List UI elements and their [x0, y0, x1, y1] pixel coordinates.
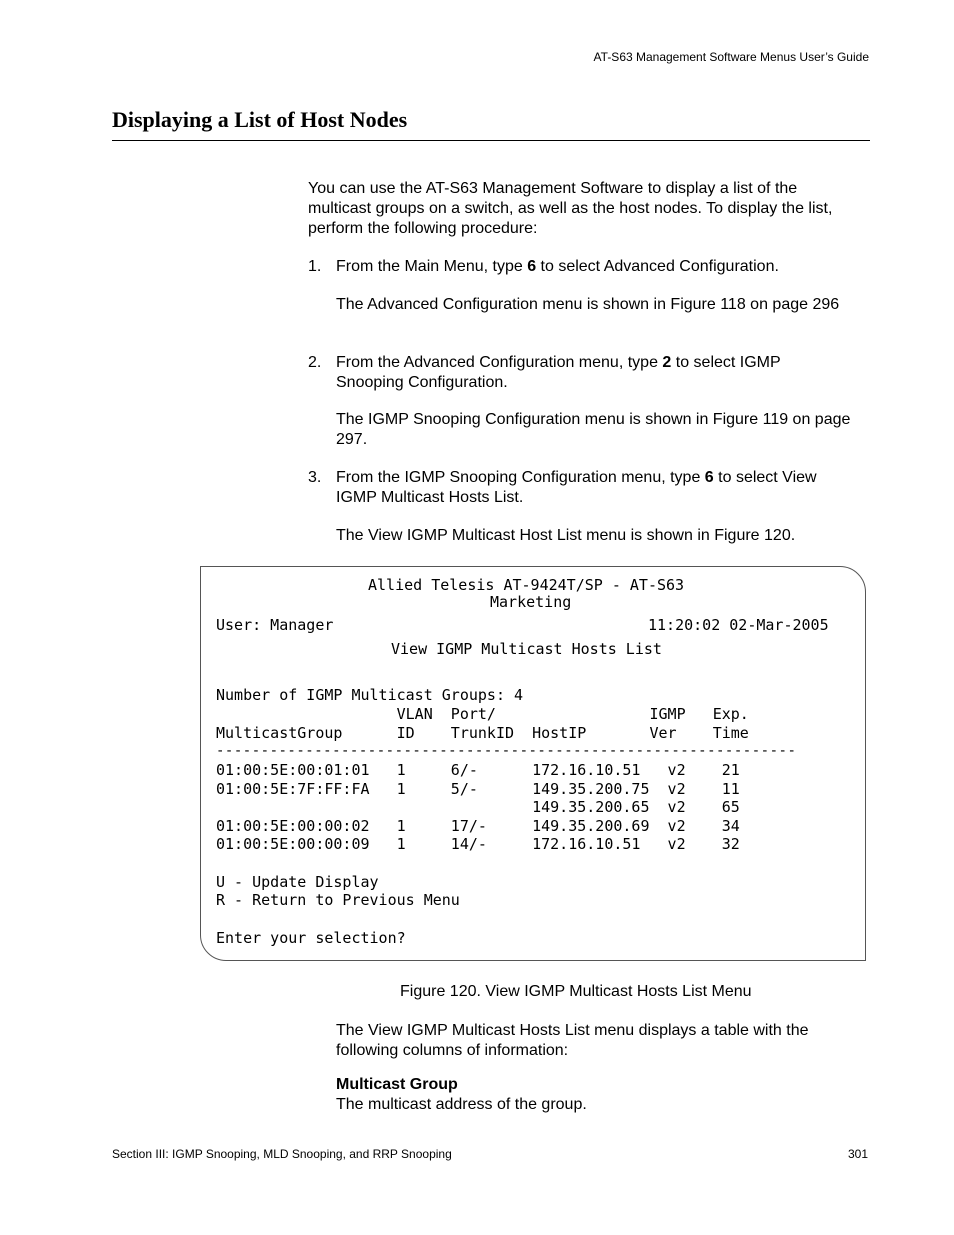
device-line: Allied Telesis AT-9424T/SP - AT-S63	[368, 576, 685, 594]
step-instruction: From the IGMP Snooping Configuration menu, type 6 to select View IGMP Multicast Hosts List.	[336, 469, 817, 506]
table-row: 01:00:5E:00:00:09 1 14/- 172.16.10.51 v2 32	[216, 835, 740, 853]
menu-option-return[interactable]: R - Return to Previous Menu	[216, 891, 460, 909]
key-value: 6	[527, 258, 537, 275]
user-line: User: Manager	[216, 616, 334, 634]
datetime: 11:20:02 02-Mar-2005	[648, 616, 829, 634]
key-value: 2	[662, 354, 672, 371]
table-row: 01:00:5E:00:01:01 1 6/- 172.16.10.51 v2 21	[216, 761, 740, 779]
page-number: 301	[847, 1147, 868, 1161]
definition-term: Multicast Group	[336, 1076, 458, 1093]
step-instruction: From the Advanced Configuration menu, type 2 to select IGMP Snooping Configuration.	[336, 354, 781, 391]
table-row: 01:00:5E:7F:FF:FA 1 5/- 149.35.200.75 v2 11	[216, 780, 740, 798]
column-header: MulticastGroup ID TrunkID HostIP Ver Time	[216, 724, 749, 742]
step-note: The IGMP Snooping Configuration menu is shown in Figure 119 on page 297.	[336, 411, 851, 448]
section-title: Displaying a List of Host Nodes	[112, 107, 408, 132]
key-value: 6	[704, 469, 714, 486]
selection-prompt[interactable]: Enter your selection?	[216, 929, 406, 947]
table-row: 01:00:5E:00:00:02 1 17/- 149.35.200.69 v2 34	[216, 817, 740, 835]
column-header: VLAN Port/ IGMP Exp.	[216, 705, 749, 723]
figure-caption: Figure 120. View IGMP Multicast Hosts List Menu	[400, 983, 752, 1000]
group-count: Number of IGMP Multicast Groups: 4	[216, 686, 524, 704]
step-note: The View IGMP Multicast Host List menu is shown in Figure 120.	[336, 527, 796, 544]
definition-description: The multicast address of the group.	[336, 1096, 587, 1113]
running-header: AT-S63 Management Software Menus User’s Guide	[593, 50, 869, 64]
step-number: 3.	[308, 469, 322, 486]
footer-section: Section III: IGMP Snooping, MLD Snooping, and RRP Snooping	[112, 1147, 452, 1161]
description-paragraph: The View IGMP Multicast Hosts List menu displays a table with the following columns of information:	[336, 1022, 809, 1059]
location-line: Marketing	[490, 593, 572, 611]
intro-paragraph: You can use the AT-S63 Management Software to display a list of the multicast groups on a switch, as well as the host nodes. To display the list, perform the following procedure:	[308, 180, 833, 237]
menu-option-update[interactable]: U - Update Display	[216, 873, 379, 891]
step-number: 2.	[308, 354, 322, 371]
step-number: 1.	[308, 258, 322, 275]
menu-title: View IGMP Multicast Hosts List	[391, 640, 662, 658]
step-note: The Advanced Configuration menu is shown in Figure 118 on page 296	[336, 296, 840, 313]
step-instruction: From the Main Menu, type 6 to select Advanced Configuration.	[336, 258, 779, 275]
table-row: 149.35.200.65 v2 65	[216, 798, 740, 816]
title-rule	[112, 140, 870, 141]
separator-line: -----------------------------------------------------------------	[216, 743, 797, 759]
